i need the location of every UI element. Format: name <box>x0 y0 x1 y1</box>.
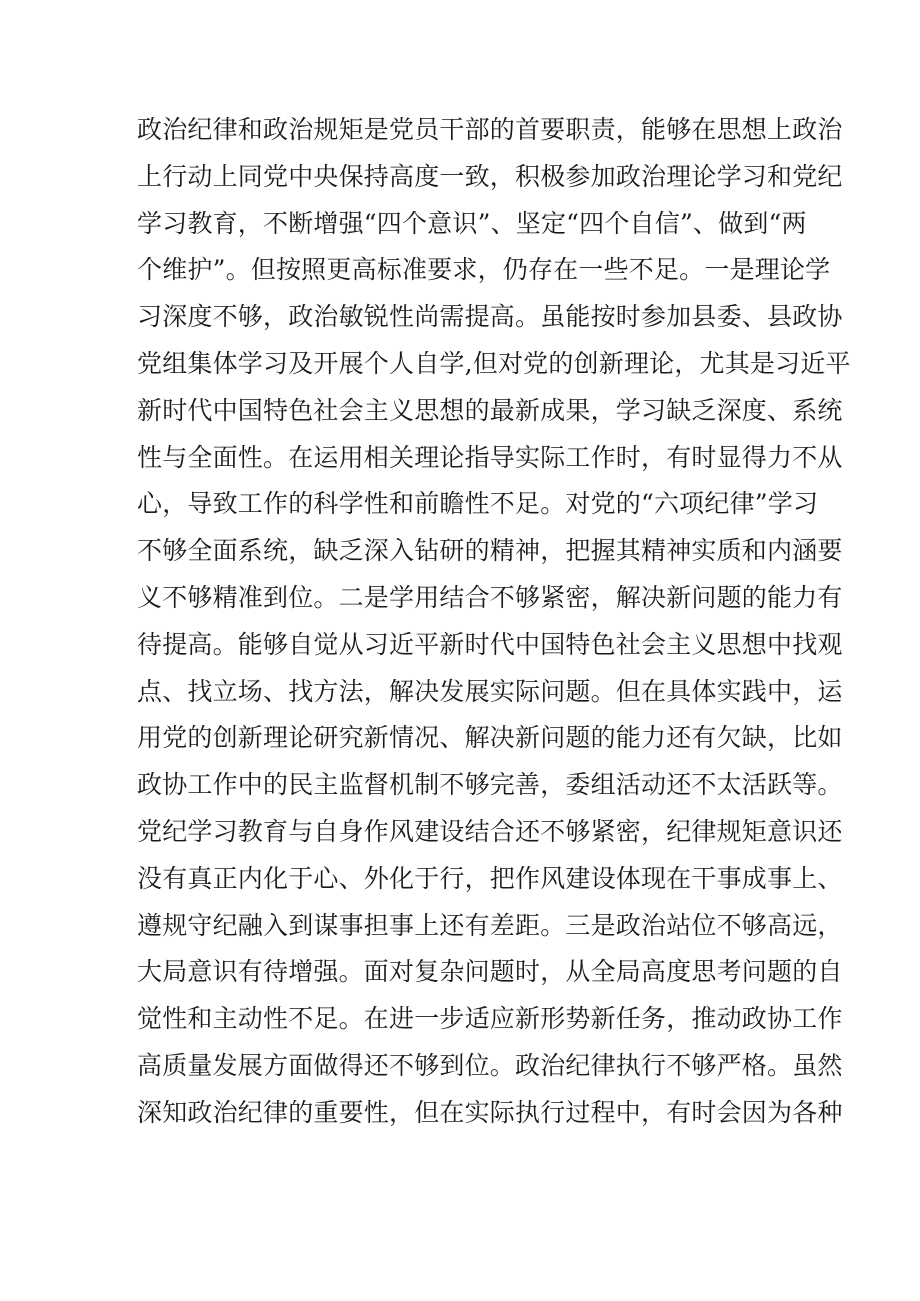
text-line-9: 心，导致工作的科学性和前瞻性不足。对党的“六项纪律”学习 <box>137 489 819 519</box>
text-line-7: 新时代中国特色社会主义思想的最新成果，学习缺乏深度、系统 <box>137 395 843 425</box>
text-line-2: 上行动上同党中央保持高度一致，积极参加政治理论学习和党纪 <box>137 161 843 191</box>
text-line-3: 学习教育，不断增强“四个意识”、坚定“四个自信”、做到“两 <box>137 208 807 238</box>
text-line-1: 政治纪律和政治规矩是党员干部的首要职责，能够在思想上政治 <box>137 115 843 144</box>
body-paragraph <box>137 107 851 1137</box>
text-line-19: 大局意识有待增强。面对复杂问题时，从全局高度思考问题的自 <box>137 957 843 987</box>
text-line-16: 党纪学习教育与自身作风建设结合还不够紧密，纪律规矩意识还 <box>137 816 843 846</box>
text-line-17: 没有真正内化于心、外化于行，把作风建设体现在干事成事上、 <box>137 863 843 893</box>
text-line-4: 个维护”。但按照更高标准要求，仍存在一些不足。一是理论学 <box>137 255 831 285</box>
text-line-14: 用党的创新理论研究新情况、解决新问题的能力还有欠缺，比如 <box>137 723 843 753</box>
text-line-11: 义不够精准到位。二是学用结合不够紧密，解决新问题的能力有 <box>137 582 843 612</box>
text-line-18: 遵规守纪融入到谋事担事上还有差距。三是政治站位不够高远， <box>137 910 843 940</box>
text-line-8: 性与全面性。在运用相关理论指导实际工作时，有时显得力不从 <box>137 442 843 472</box>
text-line-21: 高质量发展方面做得还不够到位。政治纪律执行不够严格。虽然 <box>137 1050 843 1080</box>
text-line-6: 党组集体学习及开展个人自学,但对党的创新理论，尤其是习近平 <box>137 348 851 378</box>
text-line-15: 政协工作中的民主监督机制不够完善，委组活动还不太活跃等。 <box>137 770 843 800</box>
text-line-10: 不够全面系统，缺乏深入钻研的精神，把握其精神实质和内涵要 <box>137 536 843 566</box>
text-line-12: 待提高。能够自觉从习近平新时代中国特色社会主义思想中找观 <box>137 629 843 659</box>
text-line-22: 深知政治纪律的重要性，但在实际执行过程中，有时会因为各种 <box>137 1097 843 1127</box>
text-line-5: 习深度不够，政治敏锐性尚需提高。虽能按时参加县委、县政协 <box>137 302 843 332</box>
text-line-20: 觉性和主动性不足。在进一步适应新形势新任务，推动政协工作 <box>137 1004 843 1034</box>
text-line-13: 点、找立场、找方法，解决发展实际问题。但在具体实践中，运 <box>137 676 843 706</box>
